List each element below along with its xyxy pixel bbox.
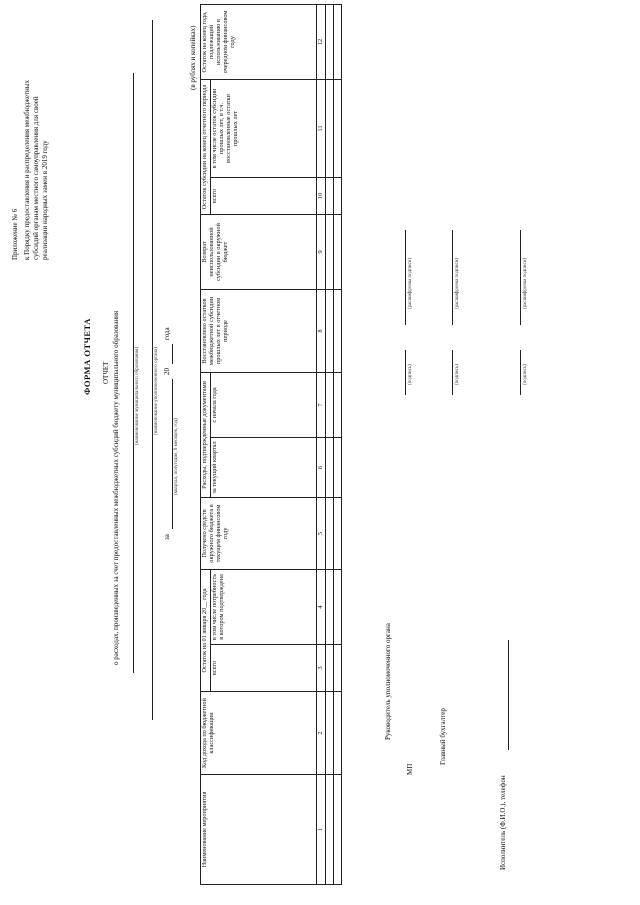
report-heading: ОТЧЕТ xyxy=(102,361,110,384)
appendix-line-3: субсидий органам местного самоуправления для своей xyxy=(32,96,40,260)
col-number-4: 4 xyxy=(316,570,325,645)
accountant-sign-line[interactable] xyxy=(452,350,453,395)
col-number-12: 12 xyxy=(316,5,325,80)
accountant-decode-caption: (расшифровка подписи) xyxy=(455,257,460,309)
table-cell[interactable] xyxy=(325,178,333,215)
organ-line[interactable] xyxy=(152,20,153,720)
organ-caption: (наименование уполномоченного органа) xyxy=(154,347,159,435)
col-header-balance-year-end: Остаток на конец года, подлежащий использованию в очередном финансовом году xyxy=(201,5,317,80)
table-row[interactable] xyxy=(333,5,341,885)
table-row-numbers xyxy=(316,5,325,885)
table-cell[interactable] xyxy=(325,5,333,80)
appendix-line-4: реализации народных замен в 2019 году xyxy=(41,140,49,260)
col-header-name: Наименование мероприятия xyxy=(201,775,317,885)
period-year: 20 xyxy=(163,368,171,375)
col-header-restored: Восстановлено остатков межбюджетной субсидии прошлых лет в отчетном периоде xyxy=(201,290,317,373)
table-cell[interactable] xyxy=(333,692,341,775)
table-cell[interactable] xyxy=(325,80,333,178)
table-cell[interactable] xyxy=(333,178,341,215)
col-number-6: 6 xyxy=(316,438,325,498)
table-cell[interactable] xyxy=(325,645,333,692)
table-cell[interactable] xyxy=(325,438,333,498)
table-cell[interactable] xyxy=(325,215,333,290)
col-number-2: 2 xyxy=(316,692,325,775)
col-header-end-incl: в том числе остаток субсидии прошлых лет, в т.ч. восстановленные остатки прошлых лет xyxy=(210,80,316,178)
period-suffix: года xyxy=(163,327,171,340)
table-cell[interactable] xyxy=(333,645,341,692)
table-row[interactable] xyxy=(325,5,333,885)
executor-line[interactable] xyxy=(508,640,509,750)
accountant-sign-caption: (подпись) xyxy=(455,364,460,385)
col-number-5: 5 xyxy=(316,498,325,570)
col-number-9: 9 xyxy=(316,215,325,290)
col-header-exp-current: за текущий квартал xyxy=(210,438,316,498)
table-cell[interactable] xyxy=(325,373,333,438)
signature-executor-label: Исполнитель (Ф.И.О.), телефон xyxy=(499,775,507,870)
col-header-received: Получено средств окружного бюджета в текущем финансовом году xyxy=(201,498,317,570)
signature-head-label: Руководитель уполномоченного органа xyxy=(384,623,392,740)
col-header-exp-year: с начала года xyxy=(210,373,316,438)
col-header-expenses: Расходы, подтвержденные документами xyxy=(201,373,211,498)
head-sign-line[interactable] xyxy=(405,350,406,395)
executor-decode-line[interactable] xyxy=(520,230,521,325)
period-caption: (квартал, полугодие, 9 месяцев, год) xyxy=(174,418,179,495)
col-header-need-confirmed: в том числе потребность в котором подтверждена xyxy=(210,570,316,645)
period-year-line[interactable] xyxy=(172,344,173,364)
units-label: (в рублях и копейках) xyxy=(189,25,197,90)
table-cell[interactable] xyxy=(333,570,341,645)
col-number-1: 1 xyxy=(316,775,325,885)
report-table xyxy=(200,4,342,885)
table-cell[interactable] xyxy=(333,80,341,178)
table-cell[interactable] xyxy=(333,290,341,373)
table-cell[interactable] xyxy=(325,692,333,775)
signature-accountant-label: Главный бухгалтер xyxy=(439,708,447,765)
form-title: ФОРМА ОТЧЕТА xyxy=(82,318,92,395)
period-prefix: за xyxy=(163,534,171,540)
col-header-returned: Возврат неиспользованной субсидии в окружной бюджет xyxy=(201,215,317,290)
col-number-11: 11 xyxy=(316,80,325,178)
table-cell[interactable] xyxy=(333,215,341,290)
col-header-balance-end: Остаток субсидии на конец отчетного периода xyxy=(201,80,211,215)
table-cell[interactable] xyxy=(325,290,333,373)
appendix-number: Приложение № 6 xyxy=(11,208,19,260)
executor-decode-caption: (расшифровка подписи) xyxy=(523,257,528,309)
col-header-end-total: всего xyxy=(210,178,316,215)
report-subheading: о расходах, произведенных за счет предоставленных межбюджетных субсидий бюджету муниципального образования xyxy=(112,310,120,665)
table-cell[interactable] xyxy=(333,438,341,498)
period-line[interactable] xyxy=(172,379,173,529)
col-number-8: 8 xyxy=(316,290,325,373)
accountant-decode-line[interactable] xyxy=(452,230,453,325)
col-header-total: всего xyxy=(210,645,316,692)
signature-mp-label: МП xyxy=(406,763,414,775)
mo-line[interactable] xyxy=(133,73,134,673)
table-cell[interactable] xyxy=(333,775,341,885)
col-number-10: 10 xyxy=(316,178,325,215)
appendix-line-2: к Порядку предоставления и распределения межбюджетных xyxy=(23,79,31,260)
table-cell[interactable] xyxy=(325,498,333,570)
table-cell[interactable] xyxy=(333,498,341,570)
table-cell[interactable] xyxy=(333,5,341,80)
head-sign-caption: (подпись) xyxy=(408,364,413,385)
col-header-balance-start: Остаток на 01 января 20__ года xyxy=(201,570,211,692)
col-number-7: 7 xyxy=(316,373,325,438)
col-header-code: Код дохода по бюджетной классификации xyxy=(201,692,317,775)
table-cell[interactable] xyxy=(325,775,333,885)
table-cell[interactable] xyxy=(333,373,341,438)
executor-sign-caption: (подпись) xyxy=(523,364,528,385)
col-number-3: 3 xyxy=(316,645,325,692)
head-decode-line[interactable] xyxy=(405,230,406,325)
head-decode-caption: (расшифровка подписи) xyxy=(408,257,413,309)
table-cell[interactable] xyxy=(325,570,333,645)
executor-sign-line[interactable] xyxy=(520,350,521,395)
mo-caption: (наименование муниципального образования) xyxy=(135,346,140,445)
